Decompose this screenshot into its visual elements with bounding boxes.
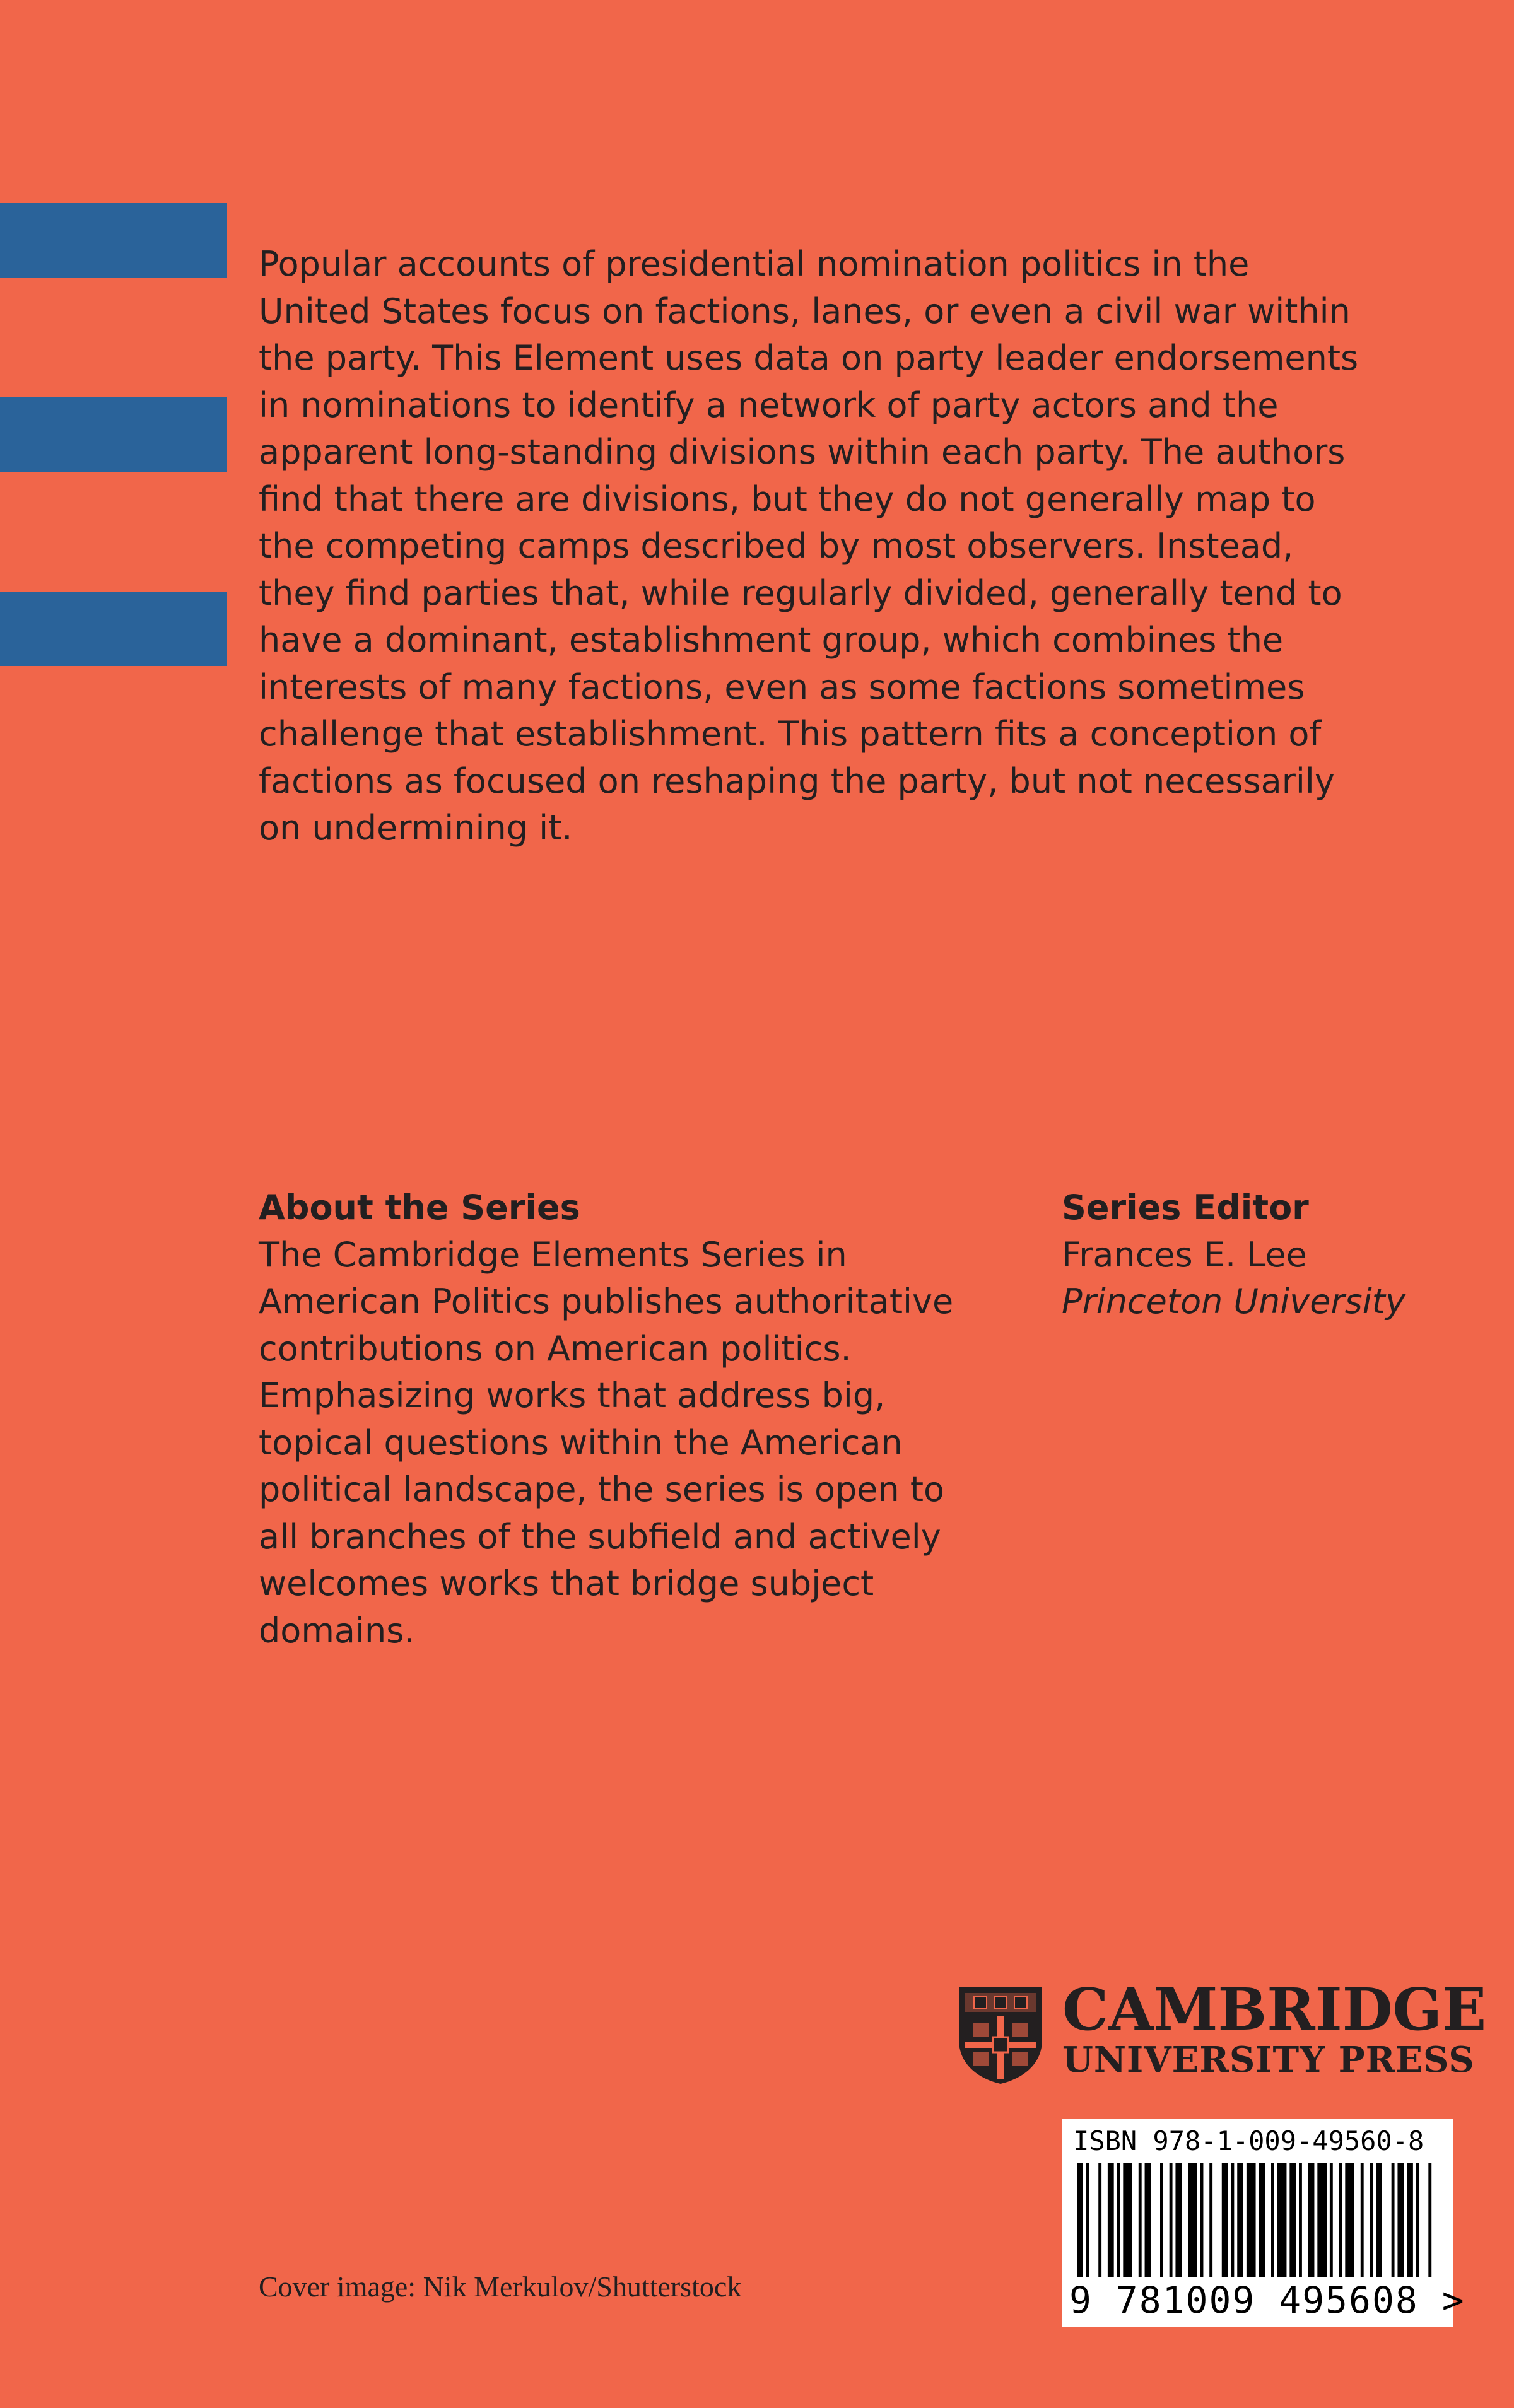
book-blurb	[259, 241, 1445, 852]
barcode-bar	[1428, 2163, 1431, 2277]
blurb-line: the party. This Element uses data on party leader endorsements	[259, 338, 1359, 378]
barcode-bar	[1299, 2163, 1302, 2277]
barcode-bar	[1376, 2163, 1382, 2277]
blurb-line: have a dominant, establishment group, which combines the	[259, 620, 1284, 660]
barcode-bar	[1160, 2163, 1163, 2277]
barcode-bar	[1247, 2163, 1256, 2277]
barcode-bars	[1077, 2163, 1438, 2277]
barcode-bar	[1397, 2163, 1404, 2277]
cover-image-credit: Cover image: Nik Merkulov/Shutterstock	[259, 2271, 742, 2303]
publisher-logo	[956, 1975, 1487, 2086]
barcode-bar	[1289, 2163, 1296, 2277]
publisher-name: CAMBRIDGE	[1062, 1975, 1487, 2043]
decorative-stripe	[0, 592, 227, 666]
barcode-bar	[1188, 2163, 1197, 2277]
barcode-bar	[1086, 2163, 1089, 2277]
barcode-bar	[1416, 2163, 1419, 2277]
barcode-bar	[1308, 2163, 1315, 2277]
barcode-bar	[1231, 2163, 1234, 2277]
blurb-line: United States focus on factions, lanes, or even a civil war within	[259, 291, 1351, 331]
barcode-bar	[1361, 2163, 1364, 2277]
editor-affiliation: Princeton University	[1062, 1282, 1405, 1321]
barcode-bar	[1392, 2163, 1395, 2277]
isbn-label: ISBN 978-1-009-49560-8	[1073, 2125, 1424, 2156]
barcode-bar	[1277, 2163, 1287, 2277]
editor-name: Frances E. Lee	[1062, 1234, 1307, 1275]
about-heading: About the Series	[259, 1188, 580, 1227]
blurb-line: in nominations to identify a network of party actors and the	[259, 385, 1279, 425]
barcode-bar	[1098, 2163, 1101, 2277]
isbn-barcode	[1062, 2119, 1465, 2327]
barcode-bar	[1237, 2163, 1243, 2277]
about-line: American Politics publishes authoritative	[259, 1282, 954, 1321]
barcode-bar	[1317, 2163, 1327, 2277]
barcode-bar	[1370, 2163, 1373, 2277]
barcode-bar	[1170, 2163, 1173, 2277]
about-line: domains.	[259, 1610, 415, 1651]
about-line: political landscape, the series is open to	[259, 1470, 945, 1509]
about-line: Emphasizing works that address big,	[259, 1376, 886, 1415]
cambridge-crest-icon	[956, 1984, 1045, 2085]
blurb-line: the competing camps described by most observers. Instead,	[259, 526, 1294, 566]
blurb-line: challenge that establishment. This pattern fits a conception of	[259, 714, 1322, 754]
barcode-bar	[1271, 2163, 1274, 2277]
barcode-bar	[1345, 2163, 1354, 2277]
blurb-line: find that there are divisions, but they do not generally map to	[259, 479, 1316, 519]
series-editor	[1062, 1184, 1465, 1326]
editor-heading: Series Editor	[1062, 1188, 1309, 1227]
barcode-bar	[1259, 2163, 1265, 2277]
blurb-line: they find parties that, while regularly divided, generally tend to	[259, 573, 1342, 613]
blurb-line: Popular accounts of presidential nomination politics in the	[259, 244, 1250, 284]
about-line: contributions on American politics.	[259, 1328, 852, 1369]
barcode-bar	[1139, 2163, 1142, 2277]
blurb-line: on undermining it.	[259, 808, 573, 848]
about-the-series	[259, 1184, 1003, 1654]
barcode-bar	[1330, 2163, 1333, 2277]
about-line: The Cambridge Elements Series in	[259, 1234, 847, 1275]
barcode-bar	[1117, 2163, 1120, 2277]
blurb-line: factions as focused on reshaping the party, but not necessarily	[259, 761, 1335, 801]
publisher-subname: UNIVERSITY PRESS	[1062, 2039, 1475, 2081]
barcode-bar	[1123, 2163, 1132, 2277]
about-line: welcomes works that bridge subject	[259, 1563, 874, 1603]
barcode-bar	[1108, 2163, 1114, 2277]
decorative-stripe	[0, 397, 227, 472]
barcode-bar	[1175, 2163, 1182, 2277]
decorative-stripe	[0, 203, 227, 278]
blurb-line: interests of many factions, even as some factions sometimes	[259, 667, 1305, 707]
barcode-bar	[1077, 2163, 1083, 2277]
barcode-bar	[1145, 2163, 1151, 2277]
about-line: all branches of the subfield and actively	[259, 1516, 941, 1557]
barcode-bar	[1222, 2163, 1228, 2277]
barcode-bar	[1339, 2163, 1342, 2277]
barcode-bar	[1209, 2163, 1212, 2277]
blurb-line: apparent long-standing divisions within each party. The authors	[259, 432, 1346, 472]
barcode-bar	[1407, 2163, 1413, 2277]
barcode-bar	[1200, 2163, 1204, 2277]
barcode-digits: 9 781009 495608 >	[1069, 2279, 1465, 2322]
about-line: topical questions within the American	[259, 1422, 903, 1463]
